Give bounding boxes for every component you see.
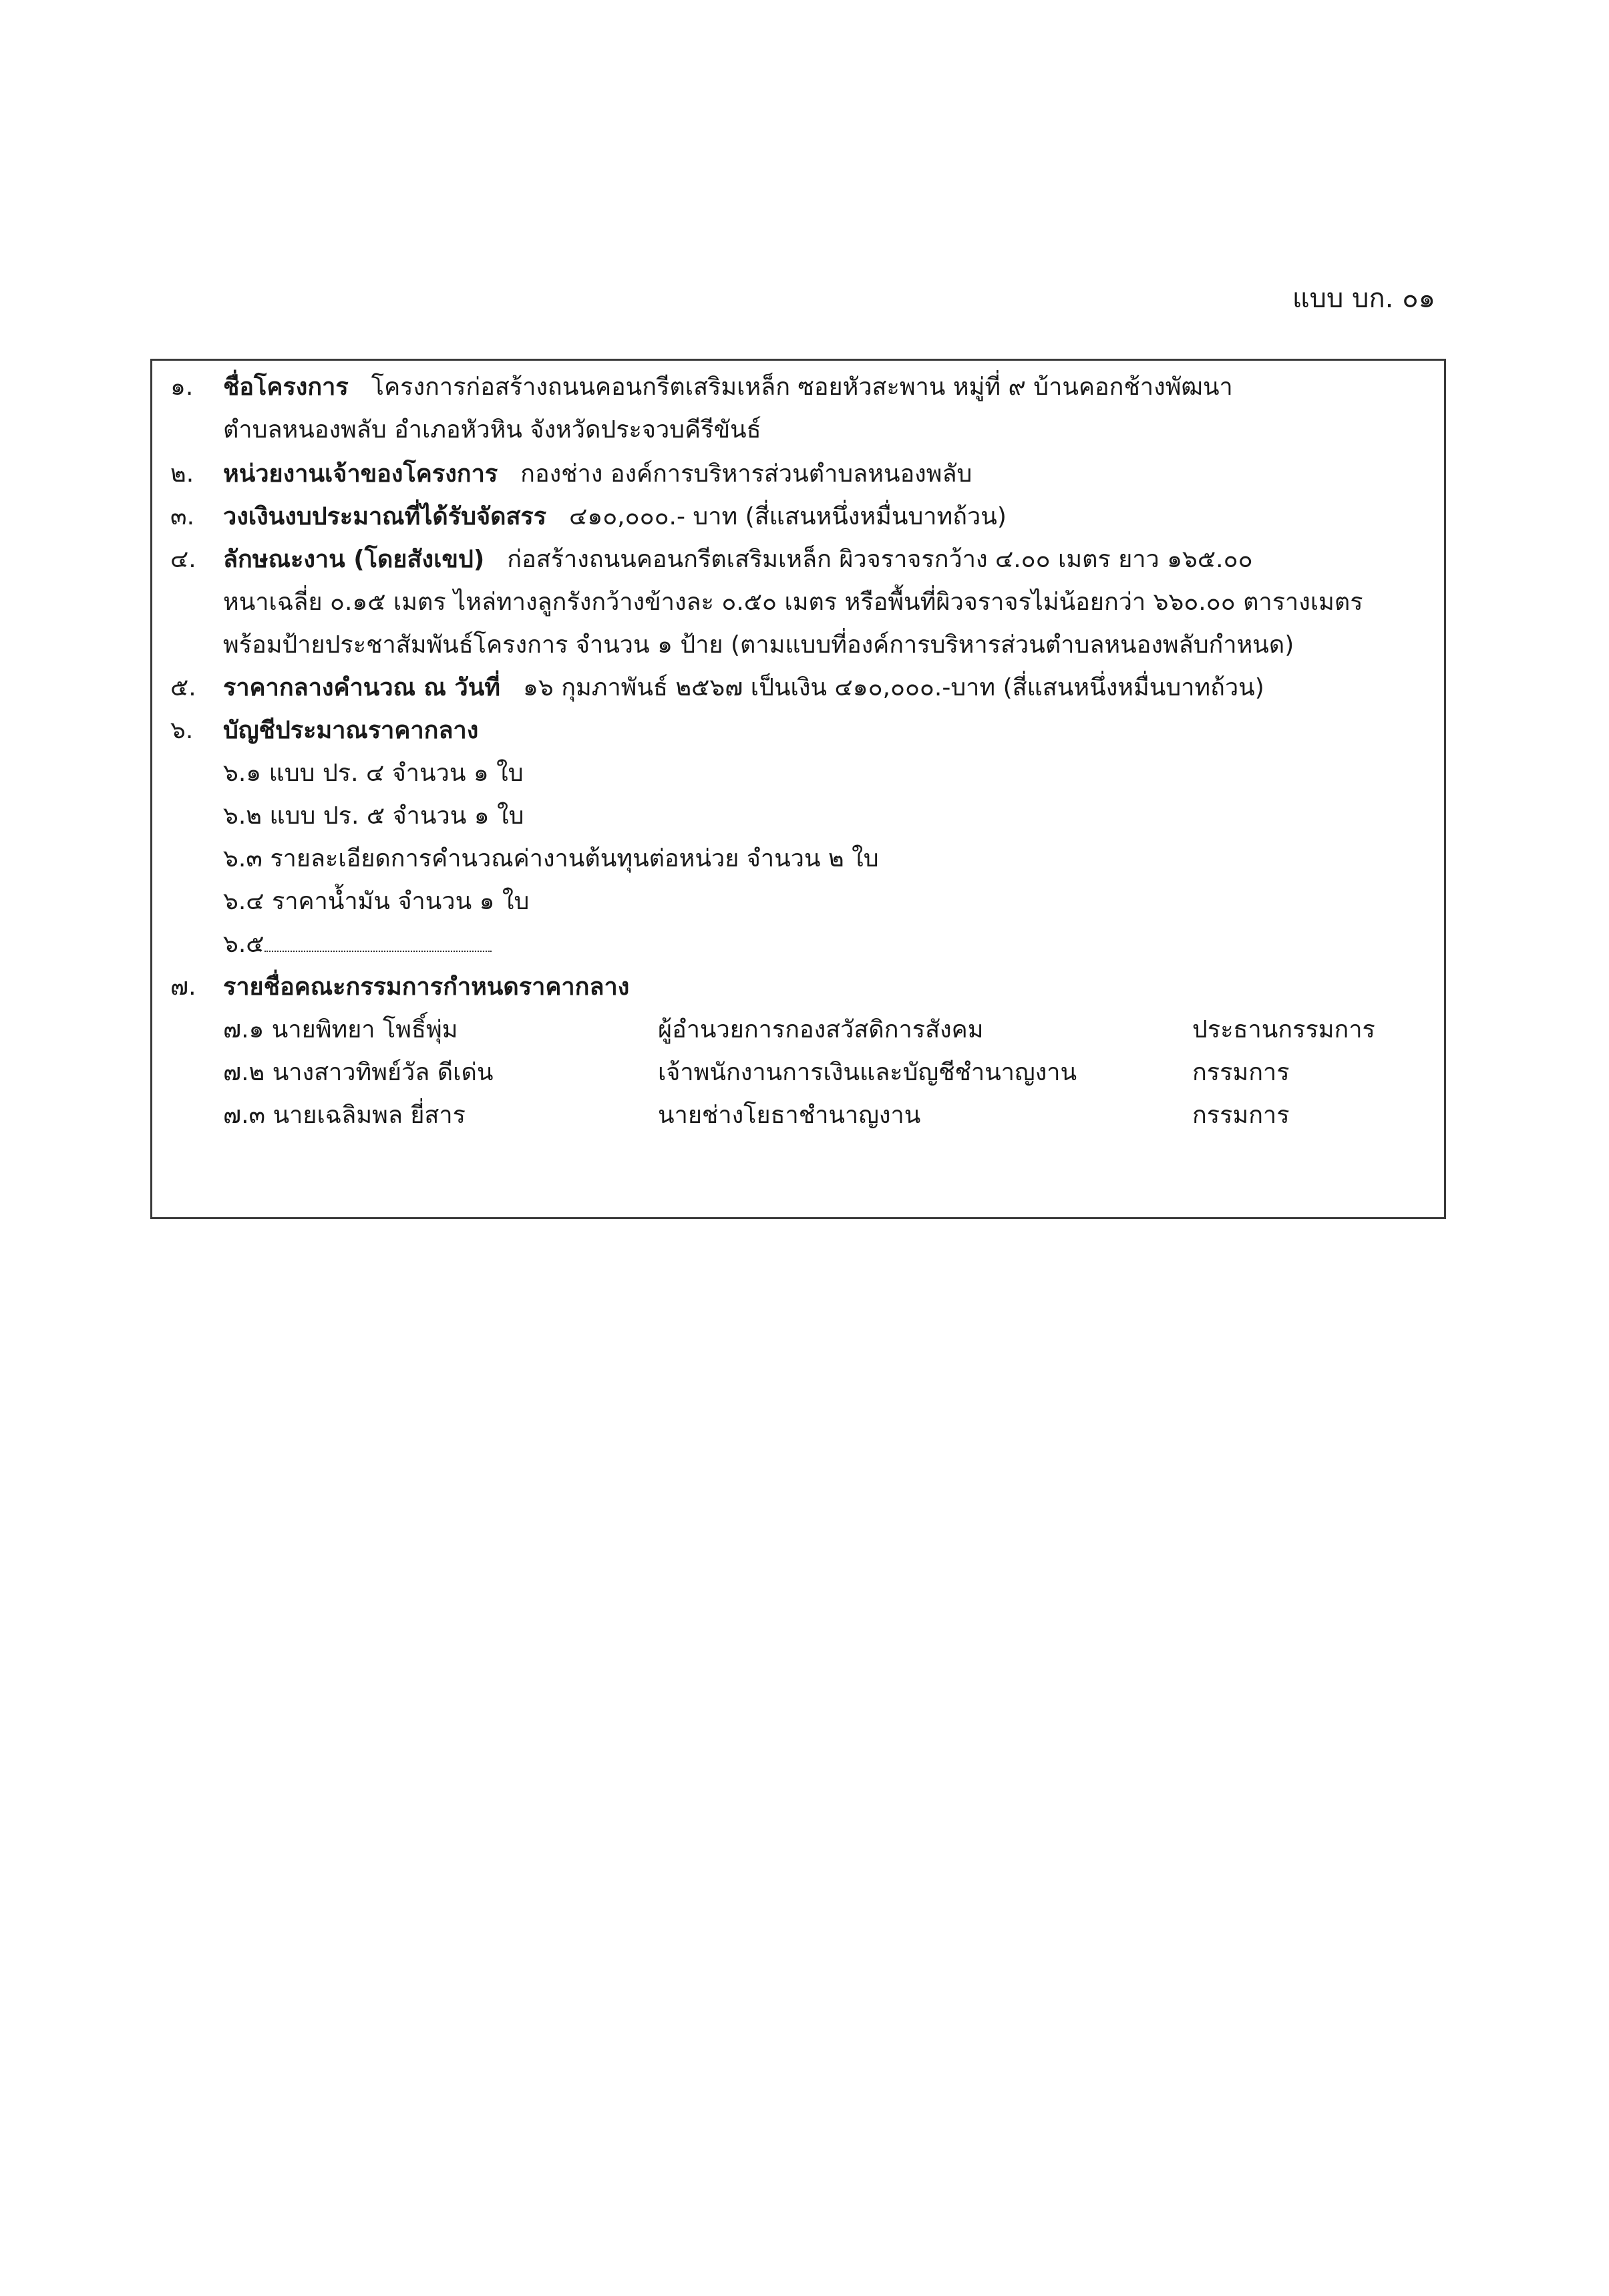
item-value: ๑๖ กุมภาพันธ์ ๒๕๖๗ เป็นเงิน ๔๑๐,๐๐๐.-บาท (สี่แสนหนึ่งหมื่นบาทถ้วน) (523, 674, 1264, 701)
item-label: ลักษณะงาน (โดยสังเขป) (223, 546, 485, 573)
item-number: ๒. (170, 460, 194, 488)
item-number: ๑. (170, 373, 194, 401)
committee-member-position: นายช่างโยธาชำนาญงาน (658, 1102, 921, 1129)
sub-item: ๖.๓ รายละเอียดการคำนวณค่างานต้นทุนต่อหน่วย จำนวน ๒ ใบ (223, 845, 879, 872)
sub-item: ๖.๔ ราคาน้ำมัน จำนวน ๑ ใบ (223, 888, 530, 915)
item-value: ก่อสร้างถนนคอนกรีตเสริมเหล็ก ผิวจราจรกว้าง ๔.๐๐ เมตร ยาว ๑๖๕.๐๐ (507, 546, 1253, 573)
item-value-cont: หนาเฉลี่ย ๐.๑๕ เมตร ไหล่ทางลูกรังกว้างข้างละ ๐.๕๐ เมตร หรือพื้นที่ผิวจราจรไม่น้อยกว่า ๖๖๐.๐๐ ตารางเมตร (223, 589, 1363, 616)
sub-item: ๖.๒ แบบ ปร. ๕ จำนวน ๑ ใบ (223, 802, 524, 830)
item-number: ๔. (170, 546, 196, 573)
item-value-cont: ตำบลหนองพลับ อำเภอหัวหิน จังหวัดประจวบคีรีขันธ์ (223, 416, 761, 444)
dotted-blank (264, 931, 492, 952)
item-value: โครงการก่อสร้างถนนคอนกรีตเสริมเหล็ก ซอยหัวสะพาน หมู่ที่ ๙ บ้านคอกช้างพัฒนา (371, 373, 1233, 401)
item-label: ราคากลางคำนวณ ณ วันที่ (223, 674, 501, 701)
sub-item-number: ๖.๕ (223, 931, 264, 958)
sub-item: ๖.๑ แบบ ปร. ๔ จำนวน ๑ ใบ (223, 760, 524, 787)
committee-member-role: ประธานกรรมการ (1192, 1016, 1375, 1043)
form-code: แบบ บก. ๐๑ (1292, 283, 1435, 314)
item-label: ชื่อโครงการ (223, 373, 349, 401)
item-label: วงเงินงบประมาณที่ได้รับจัดสรร (223, 503, 547, 530)
committee-member-name: ๗.๑ นายพิทยา โพธิ์พุ่ม (223, 1016, 458, 1043)
item-project-name (223, 371, 1233, 403)
item-value-cont: พร้อมป้ายประชาสัมพันธ์โครงการ จำนวน ๑ ป้าย (ตามแบบที่องค์การบริหารส่วนตำบลหนองพลับกำหนด) (223, 631, 1294, 659)
item-median-price (223, 672, 1264, 704)
item-number: ๓. (170, 503, 195, 530)
committee-member-name: ๗.๓ นายเฉลิมพล ยี่สาร (223, 1102, 466, 1129)
item-label: บัญชีประมาณราคากลาง (223, 717, 479, 744)
committee-member-position: เจ้าพนักงานการเงินและบัญชีชำนาญงาน (658, 1059, 1077, 1086)
item-value: กองช่าง องค์การบริหารส่วนตำบลหนองพลับ (520, 460, 972, 488)
committee-member-role: กรรมการ (1192, 1102, 1290, 1129)
item-budget (223, 501, 1007, 533)
item-value: ๔๑๐,๐๐๐.- บาท (สี่แสนหนึ่งหมื่นบาทถ้วน) (569, 503, 1007, 530)
item-number: ๕. (170, 674, 196, 701)
committee-member-name: ๗.๒ นางสาวทิพย์วัล ดีเด่น (223, 1059, 494, 1086)
item-work-description (223, 544, 1253, 576)
item-owner (223, 458, 972, 490)
sub-item-blank (223, 929, 492, 961)
item-label: หน่วยงานเจ้าของโครงการ (223, 460, 498, 488)
item-number: ๖. (170, 717, 194, 744)
item-number: ๗. (170, 973, 196, 1001)
committee-member-role: กรรมการ (1192, 1059, 1290, 1086)
item-label: รายชื่อคณะกรรมการกำหนดราคากลาง (223, 973, 630, 1001)
committee-member-position: ผู้อำนวยการกองสวัสดิการสังคม (658, 1016, 984, 1043)
